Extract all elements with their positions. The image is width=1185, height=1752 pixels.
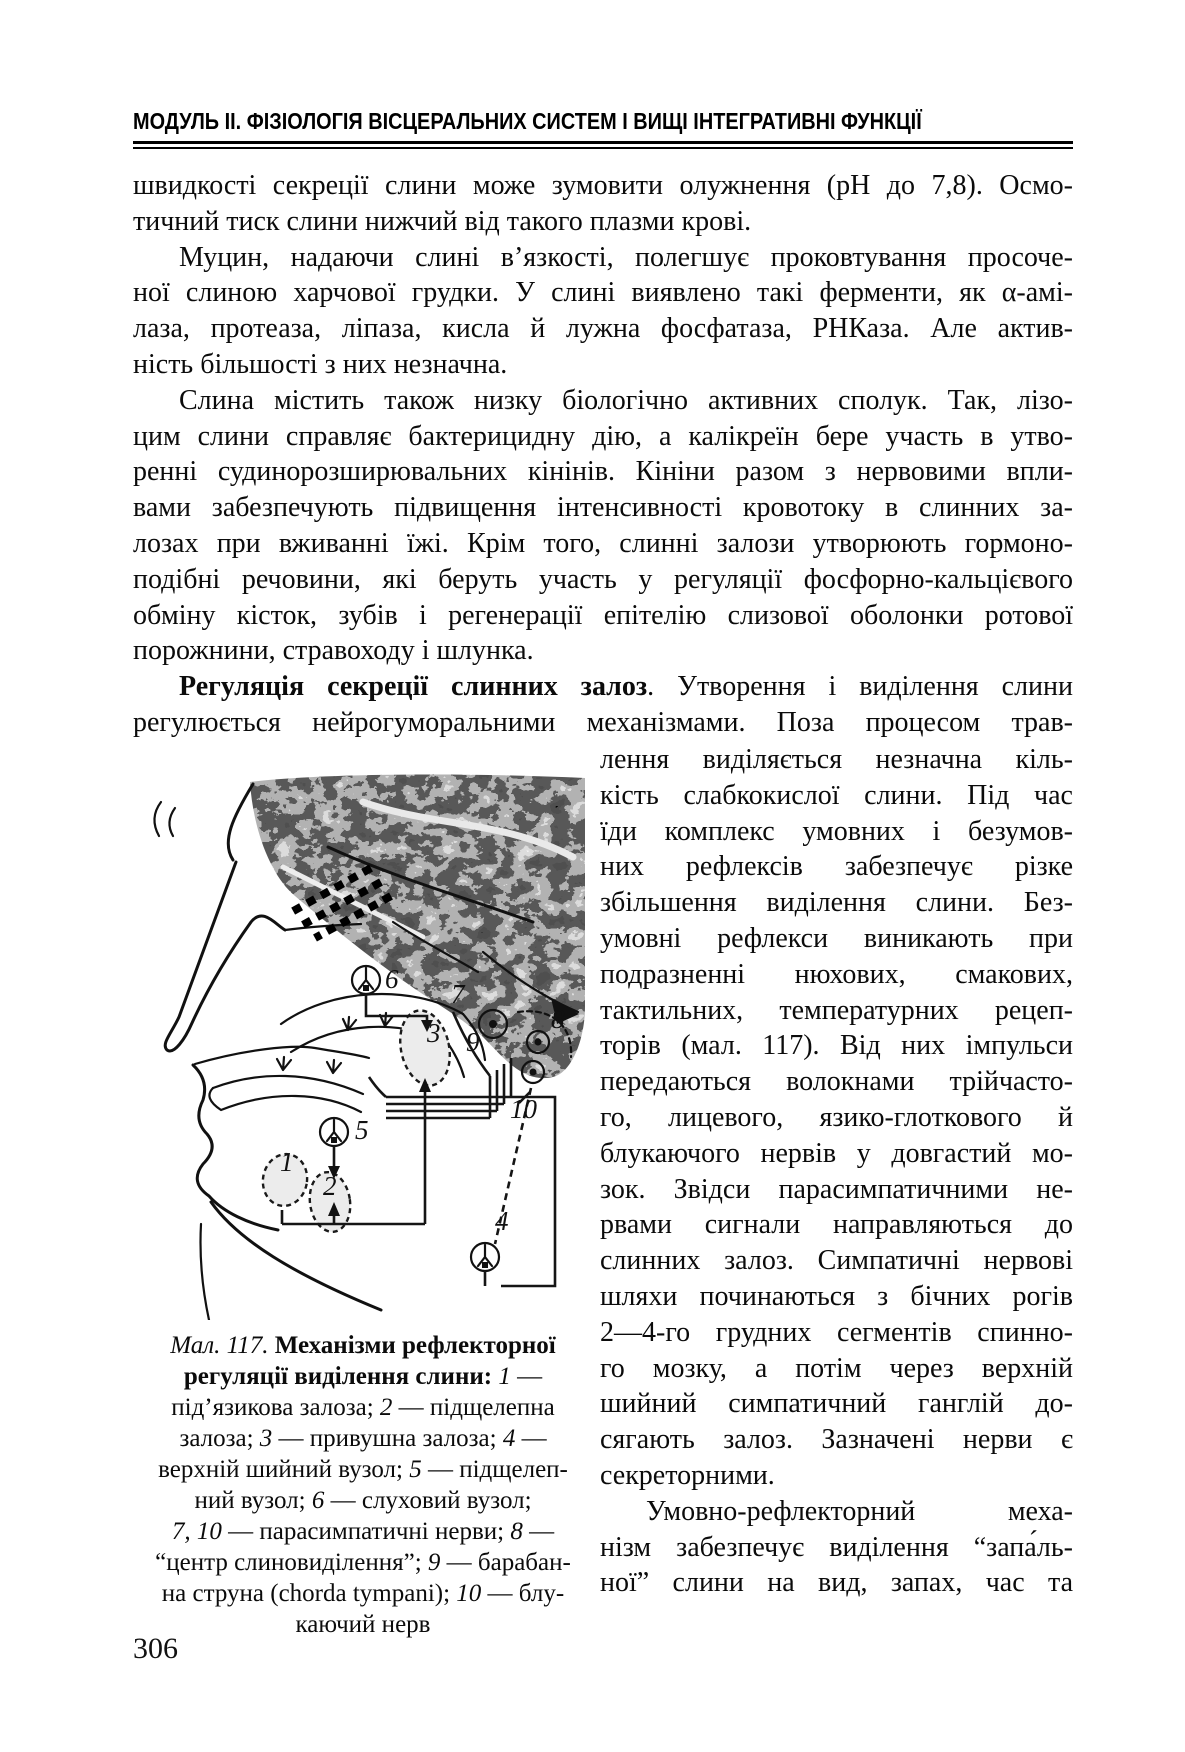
body-text-line: шийний симпатичний ганглій до-: [600, 1388, 1073, 1420]
ganglion-circle-5: [320, 1118, 348, 1146]
figure-label-2: 2: [323, 1171, 337, 1201]
header-rule-thick: [133, 141, 1073, 144]
body-text-line: збільшення виділення слини. Без-: [600, 887, 1073, 919]
body-text-line: передаються волокнами трійчасто-: [600, 1066, 1073, 1098]
figure-illustration: [133, 772, 591, 1320]
body-text-line: торів (мал. 117). Від них імпульси: [600, 1030, 1073, 1062]
figure-label-4: 4: [495, 1206, 509, 1236]
figure-label-1: 1: [280, 1147, 294, 1177]
figure-caption-line: під’язикова залоза; 2 — підщелепна: [171, 1394, 555, 1421]
body-text-line: го, лицевого, язико-глоткового й: [600, 1101, 1073, 1133]
body-text-line: Умовно-рефлекторний меха-: [646, 1495, 1073, 1527]
parotid-gland-3: [394, 1006, 457, 1090]
lips-chin-outline: [193, 1065, 278, 1230]
body-text-line: тичний тиск слини нижчий від такого плазми крові.: [133, 205, 752, 237]
figure-caption-line: регуляції виділення слини: 1 —: [183, 1363, 543, 1390]
header-rule-thin: [133, 147, 1073, 149]
body-text-line: зок. Звідси парасимпатичними не-: [600, 1173, 1073, 1205]
body-text-right-column: [600, 742, 1073, 1601]
figure-label-6: 6: [385, 964, 399, 994]
body-text-line: кість слабкокислої слини. Під час: [600, 779, 1073, 811]
body-text-line: рвами сигнали направляються до: [600, 1209, 1073, 1241]
body-text-line: Слина містить також низку біологічно активних сполук. Так, лізо-: [179, 384, 1073, 416]
body-text-line: вами забезпечують підвищення інтенсивності кровотоку в слинних за-: [133, 492, 1073, 524]
body-text-line: лаза, протеаза, ліпаза, кисла й лужна фосфатаза, РНКаза. Але актив-: [133, 313, 1073, 345]
body-text-line: лення виділяється незначна кіль-: [600, 744, 1073, 775]
body-text-line: тактильних, температурних рецеп-: [600, 994, 1073, 1026]
figure-label-5: 5: [355, 1115, 369, 1145]
running-header: [133, 108, 1073, 149]
page-number: 306: [133, 1632, 178, 1665]
body-text-line: цим слини справляє бактерицидну дію, а калікреїн бере участь в утво-: [133, 420, 1073, 452]
figure-caption-line: каючий нерв: [295, 1611, 431, 1638]
body-text-top: [133, 168, 1073, 741]
figure-label-3: 3: [427, 1018, 441, 1048]
body-text-line: подразненні нюхових, смакових,: [600, 958, 1073, 990]
body-text-line: подібні речовини, які беруть участь у регуляції фосфорно-кальцієвого: [133, 563, 1073, 595]
body-text-line: слинних залоз. Симпатичні нервові: [600, 1245, 1073, 1277]
figure-label-10: 10: [510, 1094, 537, 1124]
figure-caption-line: верхній шийний вузол; 5 — підщелеп-: [158, 1456, 568, 1483]
figure-caption-line: на струна (chorda tympani); 10 — блу-: [161, 1580, 565, 1607]
tongue-outline: [213, 1076, 363, 1094]
body-text-line: ної” слини на вид, запах, час та: [600, 1567, 1073, 1599]
figure-caption: [131, 1330, 595, 1640]
figure-label-8: 8: [551, 1004, 565, 1034]
running-header-title: МОДУЛЬ II. ФІЗІОЛОГІЯ ВІСЦЕРАЛЬНИХ СИСТЕМ І ВИЩІ ІНТЕГРАТИВНІ ФУНКЦІЇ: [133, 108, 922, 134]
body-text-line: 2—4-го грудних сегментів спинно-: [600, 1316, 1073, 1348]
body-text-line: обміну кісток, зубів і регенерації епітелію слизової оболонки ротової: [133, 599, 1073, 631]
body-text-line: умовні рефлекси виникають при: [600, 922, 1073, 954]
figure-label-9: 9: [466, 1027, 480, 1057]
figure-caption-line: 7, 10 — парасимпатичні нерви; 8 —: [171, 1518, 555, 1545]
body-text-line: регулюється нейрогуморальними механізмами. Поза процесом трав-: [133, 706, 1073, 738]
body-text-line: їди комплекс умовних і безумов-: [600, 815, 1073, 847]
body-text-line: нізм забезпечує виділення “запа́ль-: [600, 1531, 1073, 1563]
figure-caption-line: “центр слиновиділення”; 9 — барабан-: [155, 1549, 571, 1576]
body-text-line: блукаючого нервів у довгастий мо-: [600, 1137, 1073, 1169]
figure-label-7: 7: [451, 979, 465, 1009]
body-text-line: ної слиною харчової грудки. У слині виявлено такі ферменти, як α-амі-: [133, 277, 1073, 309]
body-text-line: шляхи починаються з бічних рогів: [600, 1280, 1073, 1312]
body-text-line: сягають залоз. Зазначені нерви є: [600, 1424, 1073, 1456]
body-text-line: ренні судинорозширювальних кінінів. Кініни разом з нервовими впли-: [133, 456, 1073, 488]
body-text-line: Регуляція секреції слинних залоз. Утворення і виділення слини: [179, 671, 1073, 703]
body-text-line: ність більшості з них незначна.: [133, 348, 508, 380]
figure-caption-line: Мал. 117. Механізми рефлекторної: [170, 1332, 556, 1359]
figure-caption-line: ний вузол; 6 — слуховий вузол;: [194, 1487, 532, 1514]
figure-caption-line: залоза; 3 — привушна залоза; 4 —: [179, 1425, 547, 1452]
body-text-line: лозах при вживанні їжі. Крім того, слинні залози утворюють гормоно-: [133, 527, 1073, 559]
jaw-neck-line: [211, 1202, 381, 1310]
body-text-line: швидкості секреції слини може зумовити олужнення (рН до 7,8). Осмо-: [133, 170, 1073, 201]
ganglion-circle-6: [352, 966, 380, 994]
body-text-line: Муцин, надаючи слині в’язкості, полегшує проковтування просоче-: [179, 241, 1073, 273]
mouth-roof-line: [195, 1047, 369, 1064]
body-text-line: них рефлексів забезпечує різке: [600, 851, 1073, 883]
ganglion-circle-4: [471, 1243, 499, 1271]
body-text-line: секреторними.: [600, 1459, 775, 1491]
nose-outline: [165, 862, 285, 1051]
body-text-line: порожнини, стравоходу і шлунка.: [133, 635, 534, 667]
body-text-line: го мозку, а потім через верхній: [600, 1352, 1073, 1384]
